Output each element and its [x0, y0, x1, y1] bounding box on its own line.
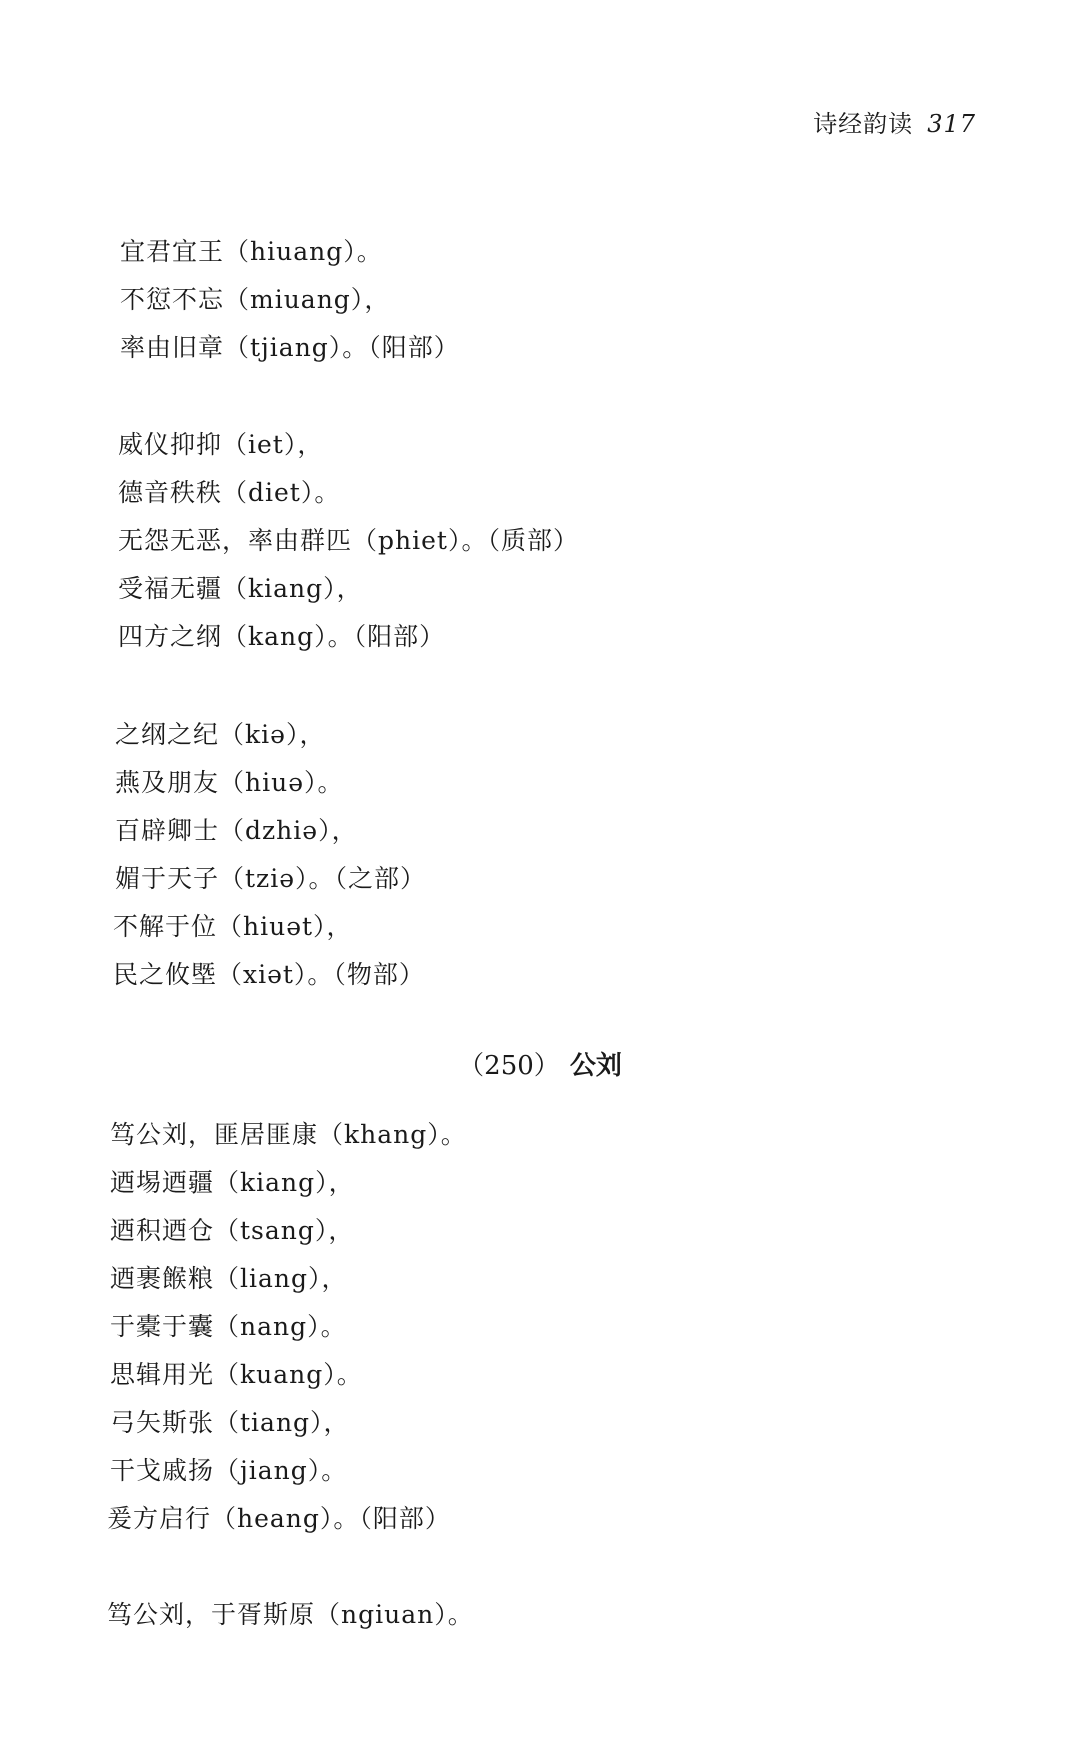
- poem-line: 威仪抑抑（iet），: [118, 430, 324, 459]
- running-header: [813, 104, 976, 139]
- book-title: 诗经韵读: [813, 110, 914, 138]
- poem-line: 笃公刘，匪居匪康（khang）。: [110, 1120, 467, 1149]
- poem-line: 笃公刘，于胥斯原（ngiuan）。: [107, 1600, 474, 1629]
- poem-line: 弓矢斯张（tiang），: [110, 1408, 350, 1437]
- poem-line: 媚于天子（tziə）。（之部）: [115, 864, 427, 893]
- section-title: 公刘: [569, 1051, 622, 1081]
- poem-line: 四方之纲（kang）。（阳部）: [118, 622, 446, 651]
- poem-line: 不解于位（hiuət），: [113, 912, 353, 941]
- poem-line: 受福无疆（kiang），: [118, 574, 363, 603]
- section-number: （250）: [458, 1051, 560, 1081]
- poem-line: 迺裹餱粮（liang），: [110, 1264, 348, 1293]
- section-heading: [0, 1045, 1080, 1082]
- poem-line: 迺积迺仓（tsang），: [110, 1216, 355, 1245]
- poem-line: 民之攸塈（xiət）。（物部）: [113, 960, 425, 989]
- poem-line: 率由旧章（tjiang）。（阳部）: [120, 333, 460, 362]
- poem-line: 德音秩秩（diet）。: [118, 478, 341, 507]
- poem-line: 不愆不忘（miuang），: [120, 285, 391, 314]
- poem-line: 无怨无恶，率由群匹（phiet）。（质部）: [118, 526, 579, 555]
- poem-line: 爰方启行（heang）。（阳部）: [107, 1504, 451, 1533]
- poem-line: 干戈戚扬（jiang）。: [110, 1456, 348, 1485]
- page-number: 317: [927, 110, 976, 138]
- poem-line: 燕及朋友（hiuə）。: [115, 768, 344, 797]
- poem-line: 迺埸迺疆（kiang），: [110, 1168, 355, 1197]
- poem-line: 宜君宜王（hiuang）。: [120, 237, 383, 266]
- poem-line: 于橐于囊（nang）。: [110, 1312, 347, 1341]
- poem-line: 思辑用光（kuang）。: [110, 1360, 363, 1389]
- poem-line: 百辟卿士（dzhiə），: [115, 816, 358, 845]
- poem-line: 之纲之纪（kiə），: [115, 720, 326, 749]
